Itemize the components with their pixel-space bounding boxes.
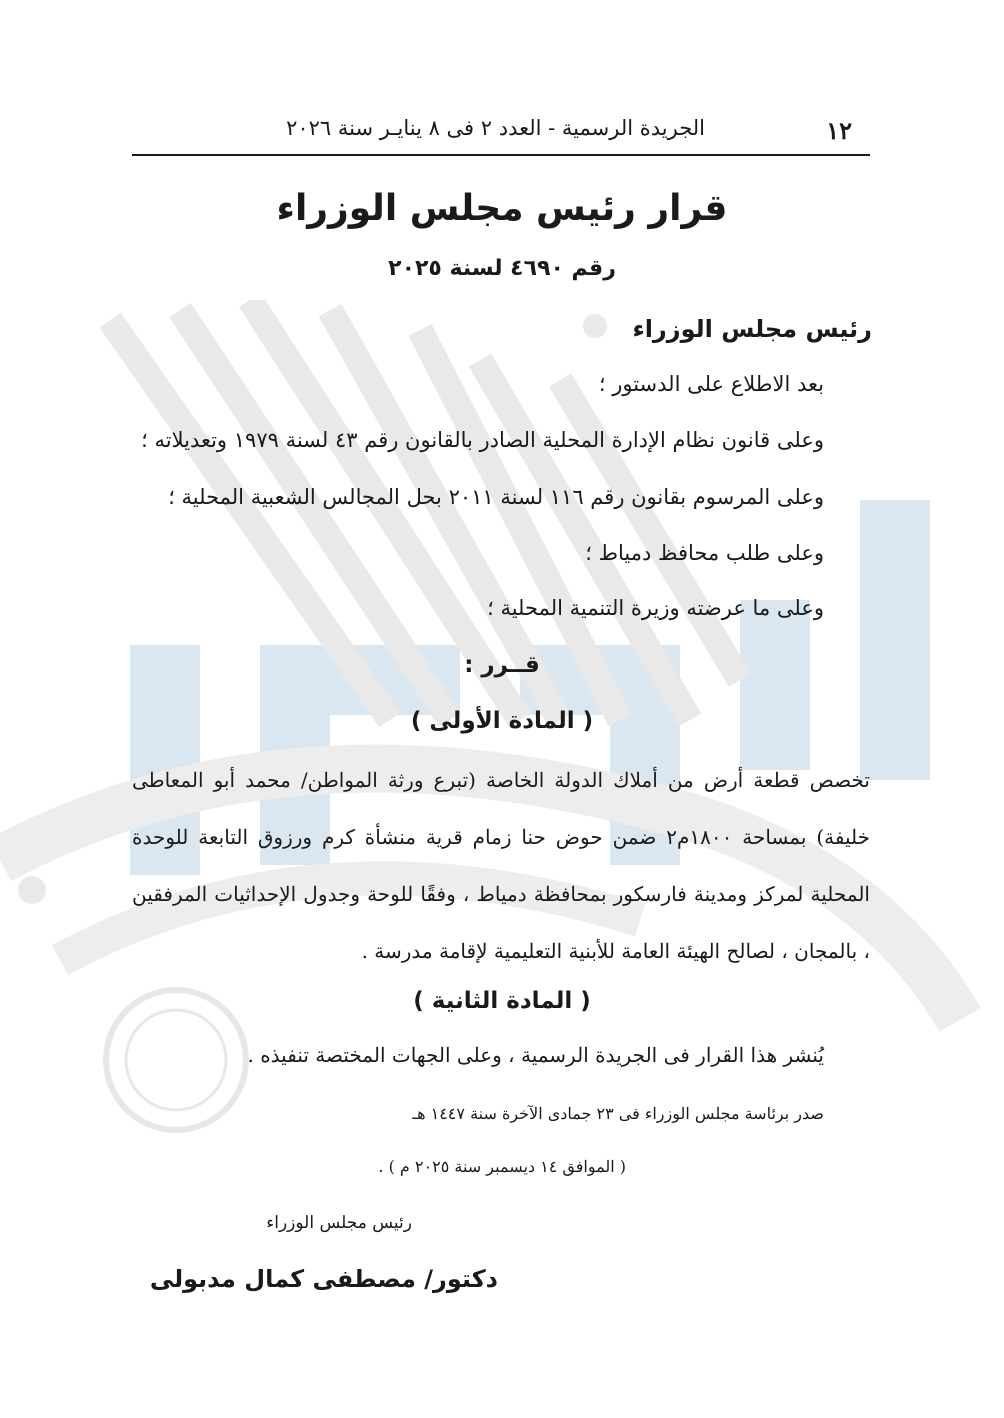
- preamble-line: وعلى المرسوم بقانون رقم ١١٦ لسنة ٢٠١١ بحل المجالس الشعبية المحلية ؛: [168, 485, 824, 509]
- signatory-title: رئيس مجلس الوزراء: [266, 1213, 412, 1233]
- running-header: الجريدة الرسمية - العدد ٢ فى ٨ ينايـر سنة ٢٠٢٦: [286, 116, 705, 140]
- article-1-text: تخصص قطعة أرض من أملاك الدولة الخاصة (تبرع ورثة المواطن/ محمد أبو المعاطى خليفة) بمساحة ١٨٠٠م٢ ضمن حوض حنا زمام قرية منشأة كرم ورزوق التابعة للوحدة المحلية لمركز ومدينة فارسكور بمحافظة دمياط ، وفقًا للوحة وجدول الإحداثيات المرفقين ، بالمجان ، لصالح الهيئة العامة للأبنية التعليمية لإقامة مدرسة .: [132, 768, 870, 963]
- corresponding-date: ( الموافق ١٤ ديسمبر سنة ٢٠٢٥ م ) .: [378, 1157, 626, 1176]
- decided-label: قــرر :: [464, 652, 540, 678]
- decree-number: رقم ٤٦٩٠ لسنة ٢٠٢٥: [388, 256, 616, 281]
- header-divider: [132, 154, 870, 156]
- signatory-name: دكتور/ مصطفى كمال مدبولى: [149, 1265, 498, 1293]
- page-number: ١٢: [826, 116, 852, 145]
- preamble-line: بعد الاطلاع على الدستور ؛: [598, 372, 824, 396]
- article-2-text: يُنشر هذا القرار فى الجريدة الرسمية ، وعلى الجهات المختصة تنفيذه .: [247, 1043, 824, 1067]
- article-1-heading: ( المادة الأولى ): [410, 708, 594, 734]
- preamble-line: وعلى طلب محافظ دمياط ؛: [585, 541, 824, 565]
- issuer-heading: رئيس مجلس الوزراء: [632, 315, 872, 343]
- issued-date: صدر برئاسة مجلس الوزراء فى ٢٣ جمادى الآخرة سنة ١٤٤٧ هـ: [412, 1104, 824, 1123]
- preamble-line: وعلى ما عرضته وزيرة التنمية المحلية ؛: [487, 596, 824, 620]
- preamble-line: وعلى قانون نظام الإدارة المحلية الصادر بالقانون رقم ٤٣ لسنة ١٩٧٩ وتعديلاته ؛: [141, 428, 824, 452]
- decree-title: قرار رئيس مجلس الوزراء: [276, 188, 728, 229]
- article-2-heading: ( المادة الثانية ): [413, 988, 591, 1014]
